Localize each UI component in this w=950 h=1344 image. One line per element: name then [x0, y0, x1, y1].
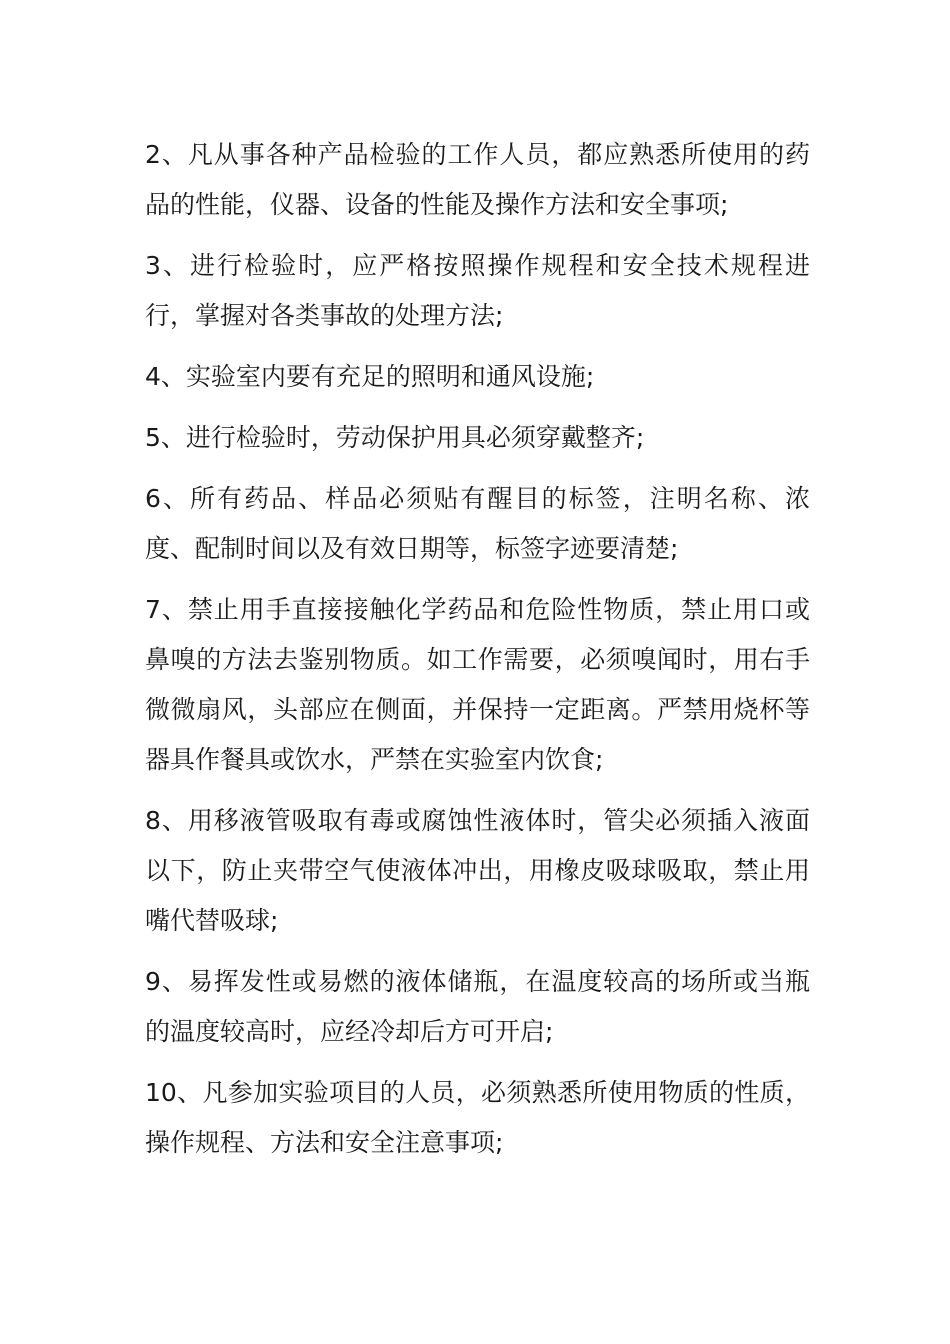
rule-item-9: 9、易挥发性或易燃的液体储瓶，在温度较高的场所或当瓶的温度较高时，应经冷却后方可开启;	[145, 967, 810, 1046]
rule-item-5: 5、进行检验时，劳动保护用具必须穿戴整齐;	[145, 423, 645, 452]
rule-item-7: 7、禁止用手直接接触化学药品和危险性物质，禁止用口或鼻嗅的方法去鉴别物质。如工作需要，必须嗅闻时，用右手微微扇风，头部应在侧面，并保持一定距离。严禁用烧杯等器具作餐具或饮水，严禁在实验室内饮食;	[145, 595, 810, 774]
rule-item-3: 3、进行检验时，应严格按照操作规程和安全技术规程进行，掌握对各类事故的处理方法;	[145, 251, 810, 330]
rule-item-2: 2、凡从事各种产品检验的工作人员，都应熟悉所使用的药品的性能，仪器、设备的性能及操作方法和安全事项;	[145, 140, 810, 219]
rules-list	[145, 130, 810, 1179]
rule-item-8: 8、用移液管吸取有毒或腐蚀性液体时，管尖必须插入液面以下，防止夹带空气使液体冲出，用橡皮吸球吸取，禁止用嘴代替吸球;	[145, 806, 810, 935]
rule-item-4: 4、实验室内要有充足的照明和通风设施;	[145, 362, 595, 391]
rule-item-10: 10、凡参加实验项目的人员，必须熟悉所使用物质的性质，操作规程、方法和安全注意事项;	[145, 1078, 810, 1157]
rule-item-6: 6、所有药品、样品必须贴有醒目的标签，注明名称、浓度、配制时间以及有效日期等，标签字迹要清楚;	[145, 484, 810, 563]
